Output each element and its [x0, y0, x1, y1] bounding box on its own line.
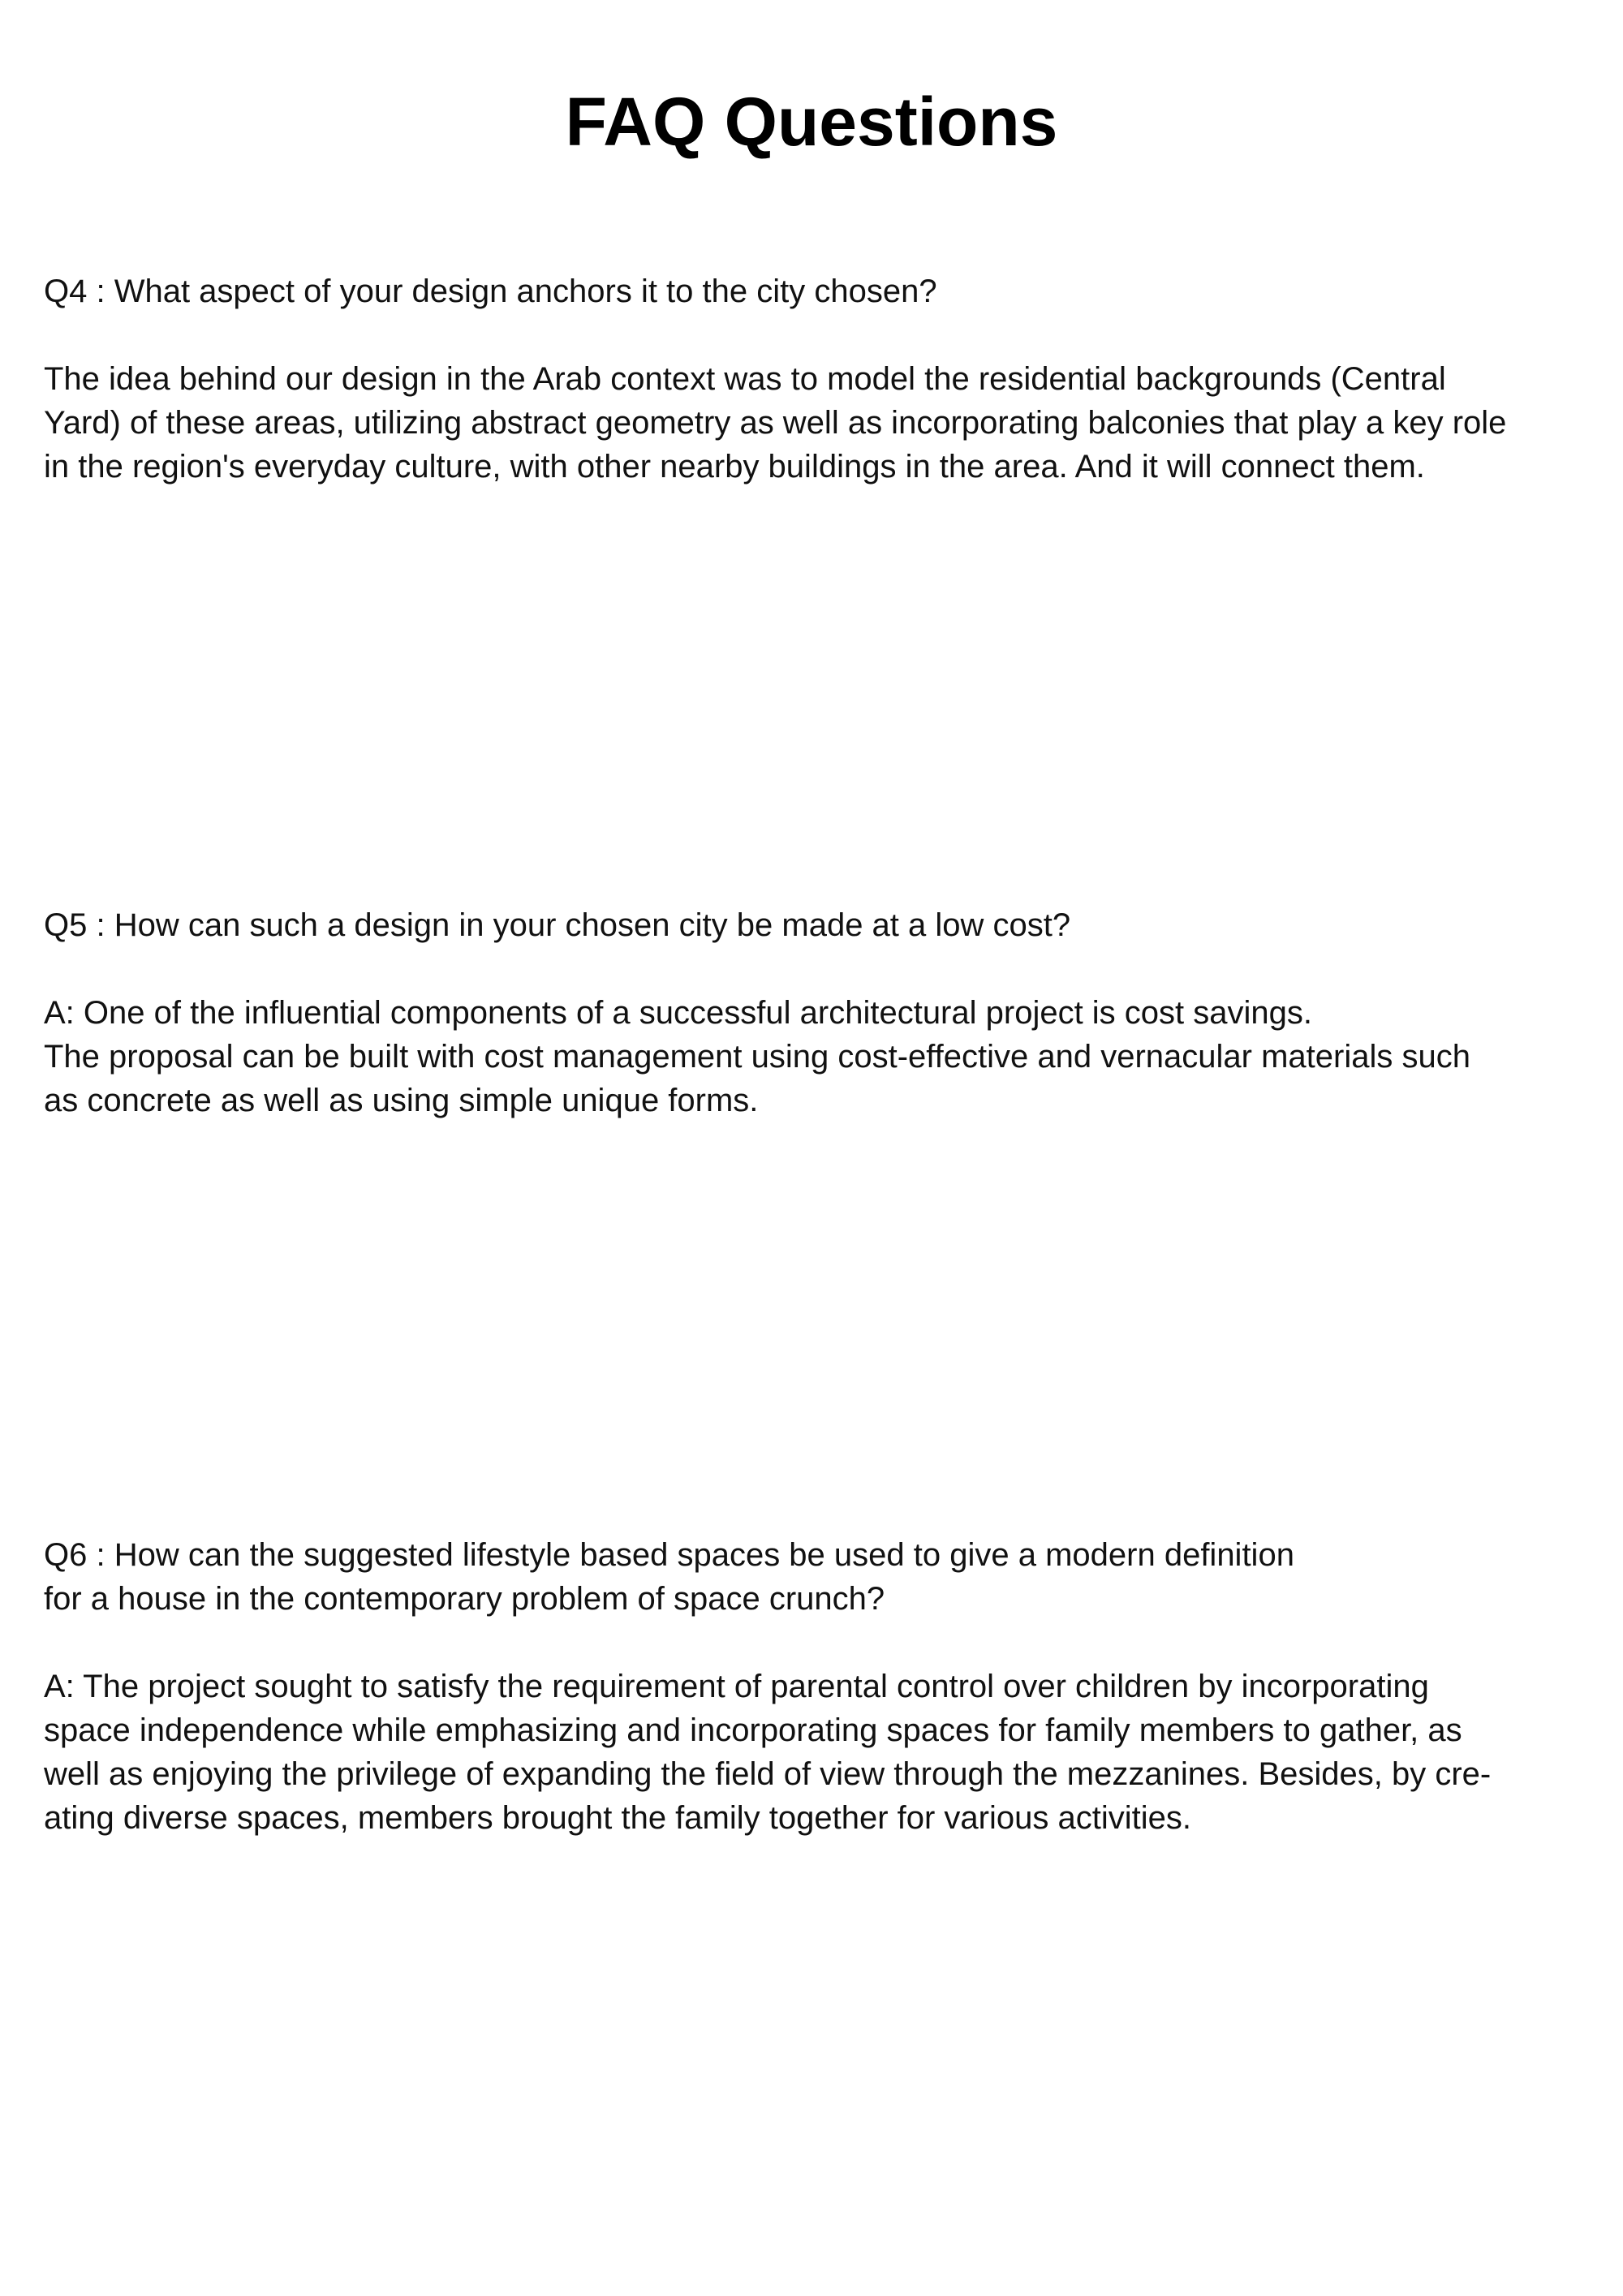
faq-answer: A: One of the influential components of a successful architectural project is cost savings. The proposal can be built with cost management using cost-effective and vernacular materials such as concrete as well as using simple unique forms. [44, 995, 1470, 1118]
faq-item-q6 [44, 1533, 1586, 1840]
page-title: FAQ Questions [565, 84, 1058, 160]
faq-answer: The idea behind our design in the Arab context was to model the residential backgrounds (Central Yard) of these areas, utilizing abstract geometry as well as incorporating balconies that play a key role in the region's everyday culture, with other nearby buildings in the area. And it will connect them. [44, 361, 1507, 485]
faq-item-q4 [44, 269, 1586, 489]
faq-answer: A: The project sought to satisfy the requirement of parental control over children by incorporating space independence while emphasizing and incorporating spaces for family members to gather, as well as enjoying the privilege of expanding the field of view through the mezzanines. Besides, by cre- ating diverse spaces, members brought the family together for various activities. [44, 1669, 1492, 1836]
faq-question: Q5 : How can such a design in your chosen city be made at a low cost? [44, 907, 1071, 943]
faq-item-q5 [44, 903, 1586, 1122]
faq-question: Q6 : How can the suggested lifestyle based spaces be used to give a modern definition for a house in the contemporary problem of space crunch? [44, 1537, 1294, 1617]
faq-question: Q4 : What aspect of your design anchors it to the city chosen? [44, 274, 937, 309]
